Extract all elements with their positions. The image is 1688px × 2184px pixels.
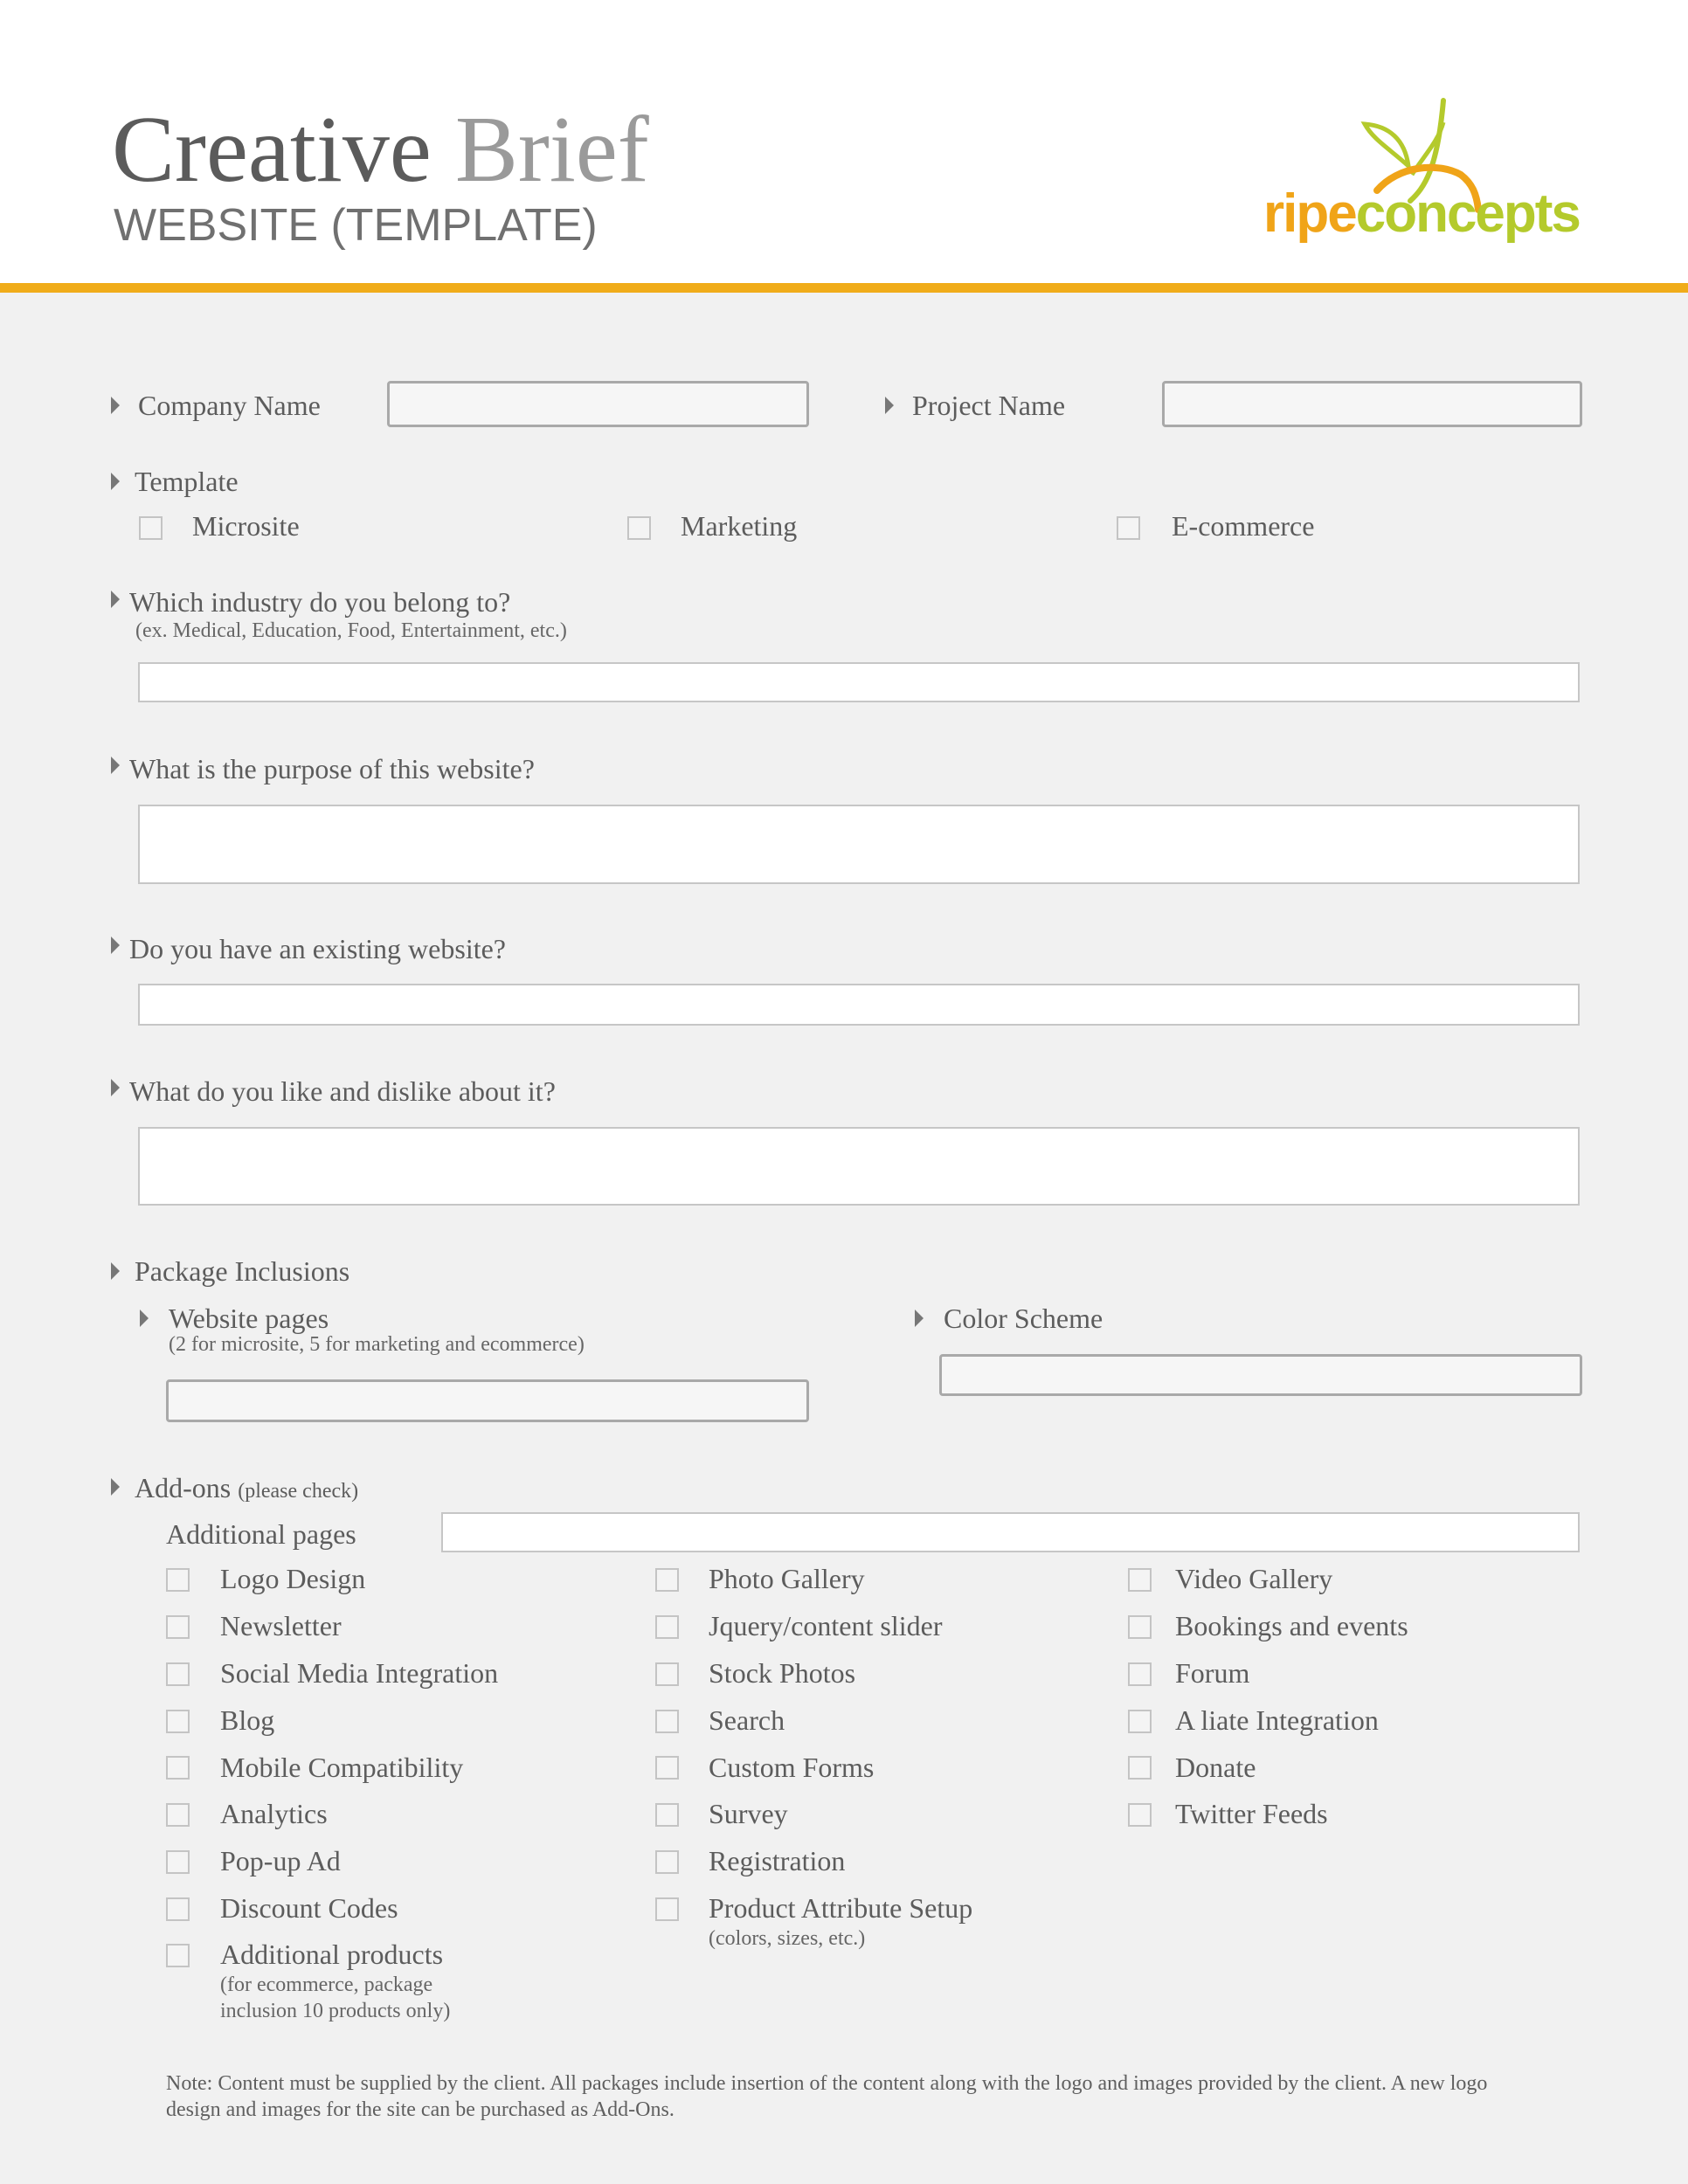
addon-twitter-feeds-label: Twitter Feeds: [1175, 1798, 1328, 1829]
addon-additional-products-label: Additional products: [220, 1939, 444, 1970]
website-pages-input[interactable]: [166, 1379, 809, 1422]
addon-analytics-label: Analytics: [220, 1798, 328, 1829]
project-name-input[interactable]: [1162, 381, 1582, 427]
addon-content-slider-checkbox[interactable]: [655, 1615, 679, 1639]
template-microsite-label: Microsite: [192, 510, 300, 542]
addon-discount-codes-label: Discount Codes: [220, 1892, 398, 1924]
bullet-arrow-icon: [915, 1310, 924, 1327]
addon-video-gallery-checkbox[interactable]: [1128, 1568, 1152, 1592]
addon-stock-photos-label: Stock Photos: [709, 1657, 856, 1689]
company-name-label: Company Name: [138, 390, 321, 421]
existing-website-label: Do you have an existing website?: [129, 933, 506, 964]
bullet-arrow-icon: [885, 397, 894, 414]
addon-affiliate-label: A liate Integration: [1175, 1704, 1379, 1736]
addon-additional-products-checkbox[interactable]: [166, 1944, 190, 1967]
addon-registration-checkbox[interactable]: [655, 1850, 679, 1874]
addon-social-media-checkbox[interactable]: [166, 1662, 190, 1686]
purpose-label: What is the purpose of this website?: [129, 753, 535, 784]
addon-newsletter-label: Newsletter: [220, 1610, 342, 1641]
addon-additional-products-note: inclusion 10 products only): [220, 2000, 451, 2022]
like-dislike-label: What do you like and dislike about it?: [129, 1075, 556, 1107]
addon-blog-checkbox[interactable]: [166, 1710, 190, 1733]
additional-pages-input[interactable]: [441, 1512, 1580, 1552]
addon-popup-ad-label: Pop-up Ad: [220, 1845, 341, 1876]
template-marketing-checkbox[interactable]: [627, 516, 651, 540]
addon-social-media-label: Social Media Integration: [220, 1657, 499, 1689]
addon-logo-design-label: Logo Design: [220, 1563, 366, 1594]
addon-registration-label: Registration: [709, 1845, 846, 1876]
addon-photo-gallery-label: Photo Gallery: [709, 1563, 865, 1594]
addon-bookings-label: Bookings and events: [1175, 1610, 1408, 1641]
project-name-label: Project Name: [912, 390, 1066, 421]
addon-survey-checkbox[interactable]: [655, 1803, 679, 1827]
addon-photo-gallery-checkbox[interactable]: [655, 1568, 679, 1592]
addon-survey-label: Survey: [709, 1798, 788, 1829]
bullet-arrow-icon: [140, 1310, 149, 1327]
addon-mobile-checkbox[interactable]: [166, 1756, 190, 1780]
template-ecommerce-label: E-commerce: [1172, 510, 1315, 542]
addon-donate-checkbox[interactable]: [1128, 1756, 1152, 1780]
addon-custom-forms-label: Custom Forms: [709, 1752, 875, 1783]
company-name-input[interactable]: [387, 381, 809, 427]
addon-donate-label: Donate: [1175, 1752, 1256, 1783]
industry-input[interactable]: [138, 662, 1580, 702]
addon-bookings-checkbox[interactable]: [1128, 1615, 1152, 1639]
bullet-arrow-icon: [111, 1079, 120, 1096]
addon-forum-checkbox[interactable]: [1128, 1662, 1152, 1686]
addon-product-attribute-checkbox[interactable]: [655, 1897, 679, 1921]
addon-popup-ad-checkbox[interactable]: [166, 1850, 190, 1874]
addon-stock-photos-checkbox[interactable]: [655, 1662, 679, 1686]
addon-custom-forms-checkbox[interactable]: [655, 1756, 679, 1780]
template-ecommerce-checkbox[interactable]: [1117, 516, 1140, 540]
existing-website-input[interactable]: [138, 984, 1580, 1026]
footer-note: Note: Content must be supplied by the client. All packages include insertion of the content along with the logo and images provided by the client. A new logo design and images for the site can be purchased as Add-Ons.: [166, 2072, 1488, 2121]
addon-discount-codes-checkbox[interactable]: [166, 1897, 190, 1921]
industry-hint: (ex. Medical, Education, Food, Entertainment, etc.): [135, 619, 567, 642]
website-pages-label: Website pages: [169, 1303, 329, 1334]
header-divider: [0, 283, 1688, 293]
addon-content-slider-label: Jquery/content slider: [709, 1610, 943, 1641]
addon-twitter-feeds-checkbox[interactable]: [1128, 1803, 1152, 1827]
bullet-arrow-icon: [111, 591, 120, 608]
logo-wordmark: ripeconcepts: [1263, 183, 1580, 244]
addons-label: Add-ons (please check): [135, 1472, 359, 1503]
addon-additional-products-note: (for ecommerce, package: [220, 1973, 433, 1996]
industry-label: Which industry do you belong to?: [129, 586, 511, 618]
additional-pages-label: Additional pages: [166, 1518, 356, 1550]
bullet-arrow-icon: [111, 1478, 120, 1496]
addon-video-gallery-label: Video Gallery: [1175, 1563, 1333, 1594]
template-microsite-checkbox[interactable]: [139, 516, 163, 540]
addon-product-attribute-label: Product Attribute Setup: [709, 1892, 973, 1924]
bullet-arrow-icon: [111, 757, 120, 774]
page-title: Creative Brief: [112, 98, 649, 202]
template-label: Template: [135, 466, 239, 497]
addon-analytics-checkbox[interactable]: [166, 1803, 190, 1827]
website-pages-hint: (2 for microsite, 5 for marketing and ecommerce): [169, 1333, 585, 1356]
addon-search-checkbox[interactable]: [655, 1710, 679, 1733]
addon-affiliate-checkbox[interactable]: [1128, 1710, 1152, 1733]
color-scheme-input[interactable]: [939, 1354, 1582, 1396]
addon-mobile-label: Mobile Compatibility: [220, 1752, 464, 1783]
addon-product-attribute-note: (colors, sizes, etc.): [709, 1927, 866, 1950]
template-marketing-label: Marketing: [681, 510, 798, 542]
bullet-arrow-icon: [111, 473, 120, 490]
bullet-arrow-icon: [111, 936, 120, 954]
addon-search-label: Search: [709, 1704, 785, 1736]
bullet-arrow-icon: [111, 397, 120, 414]
addon-newsletter-checkbox[interactable]: [166, 1615, 190, 1639]
page-subtitle: WEBSITE (TEMPLATE): [114, 200, 598, 251]
color-scheme-label: Color Scheme: [944, 1303, 1103, 1334]
package-inclusions-label: Package Inclusions: [135, 1255, 350, 1287]
addon-logo-design-checkbox[interactable]: [166, 1568, 190, 1592]
like-dislike-textarea[interactable]: [138, 1127, 1580, 1206]
addon-forum-label: Forum: [1175, 1657, 1250, 1689]
bullet-arrow-icon: [111, 1262, 120, 1280]
purpose-textarea[interactable]: [138, 805, 1580, 884]
addon-blog-label: Blog: [220, 1704, 275, 1736]
